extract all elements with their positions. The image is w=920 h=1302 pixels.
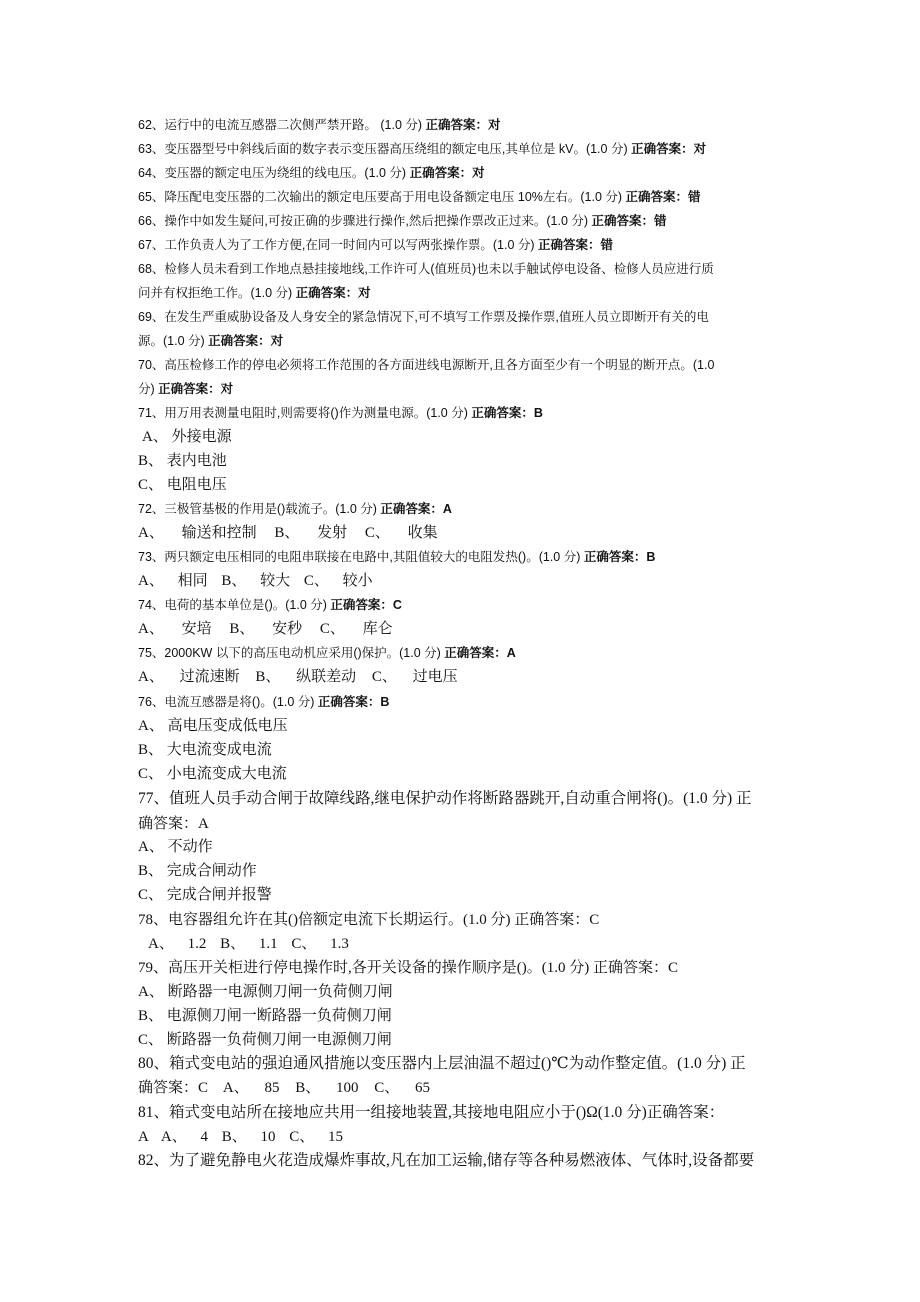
question-65: 65、降压配电变压器的二次输出的额定电压要高于用电设备额定电压 10%左右。(1.0 分) 正确答案：错	[138, 190, 701, 204]
q79-option-a: A、 断路器一电源侧刀闸一负荷侧刀闸	[138, 984, 393, 1000]
question-76: 76、电流互感器是将()。(1.0 分) 正确答案：B	[138, 695, 390, 709]
question-77-line1: 77、值班人员手动合闸于故障线路,继电保护动作将断路器跳开,自动重合闸将()。(1.0 分) 正	[138, 790, 752, 807]
answer-64: 正确答案：对	[409, 166, 485, 180]
q72-options: A、 输送和控制 B、 发射 C、 收集	[138, 525, 438, 541]
q77-option-c: C、 完成合闸并报警	[138, 887, 272, 903]
q78-options: A、 1.2 B、 1.1 C、 1.3	[148, 936, 349, 952]
question-73: 73、两只额定电压相同的电阻串联接在电路中,其阻值较大的电阻发热()。(1.0 分) 正确答案：B	[138, 550, 656, 564]
question-79: 79、高压开关柜进行停电操作时,各开关设备的操作顺序是()。(1.0 分) 正确答案：C	[138, 960, 678, 976]
question-74: 74、电荷的基本单位是()。(1.0 分) 正确答案：C	[138, 598, 402, 612]
question-67: 67、工作负责人为了工作方便,在同一时间内可以写两张操作票。(1.0 分) 正确答案：错	[138, 238, 614, 252]
answer-63: 正确答案：对	[631, 142, 707, 156]
q76-option-b: B、 大电流变成电流	[138, 742, 272, 758]
question-66: 66、操作中如发生疑问,可按正确的步骤进行操作,然后把操作票改正过来。(1.0 分) 正确答案：错	[138, 214, 667, 228]
answer-76: 正确答案：B	[317, 695, 390, 709]
question-63: 63、变压器型号中斜线后面的数字表示变压器高压绕组的额定电压,其单位是 kV。(1.0 分) 正确答案：对	[138, 142, 707, 156]
q75-options: A、 过流速断 B、 纵联差动 C、 过电压	[138, 669, 458, 685]
question-78: 78、电容器组允许在其()倍额定电流下长期运行。(1.0 分) 正确答案：C	[138, 912, 600, 928]
q71-option-c: C、 电阻电压	[138, 477, 227, 493]
q71-option-b: B、 表内电池	[138, 453, 227, 469]
question-68-line2: 问并有权拒绝工作。(1.0 分) 正确答案：对	[138, 286, 371, 300]
question-82-line1: 82、为了避免静电火花造成爆炸事故,凡在加工运输,储存等各种易燃液体、气体时,设备都要	[138, 1152, 755, 1169]
question-72: 72、三极管基极的作用是()载流子。(1.0 分) 正确答案：A	[138, 502, 452, 516]
answer-72: 正确答案：A	[380, 502, 452, 516]
answer-69: 正确答案：对	[208, 334, 284, 348]
q76-option-a: A、 高电压变成低电压	[138, 718, 288, 734]
q73-options: A、 相同 B、 较大 C、 较小	[138, 573, 373, 589]
question-64: 64、变压器的额定电压为绕组的线电压。(1.0 分) 正确答案：对	[138, 166, 485, 180]
answer-70: 正确答案：对	[158, 382, 234, 396]
q79-option-c: C、 断路器一负荷侧刀闸一电源侧刀闸	[138, 1032, 392, 1048]
question-69-line2: 源。(1.0 分) 正确答案：对	[138, 334, 284, 348]
answer-75: 正确答案：A	[444, 646, 516, 660]
question-80-line2: 确答案：C A、 85 B、 100 C、 65	[138, 1080, 431, 1096]
question-62: 62、运行中的电流互感器二次侧严禁开路。 (1.0 分) 正确答案：对	[138, 118, 501, 132]
question-80-line1: 80、箱式变电站的强迫通风措施以变压器内上层油温不超过()℃为动作整定值。(1.0 分) 正	[138, 1055, 746, 1072]
q77-option-b: B、 完成合闸动作	[138, 863, 257, 879]
q77-option-a: A、 不动作	[138, 839, 213, 855]
question-81-line1: 81、箱式变电站所在接地应共用一组接地装置,其接地电阻应小于()Ω(1.0 分)正确答案：	[138, 1104, 725, 1121]
q76-option-c: C、 小电流变成大电流	[138, 766, 287, 782]
question-70-line1: 70、高压检修工作的停电必须将工作范围的各方面进线电源断开,且各方面至少有一个明显的断开点。(1.0	[138, 358, 715, 372]
answer-65: 正确答案：错	[625, 190, 701, 204]
question-77-line2: 确答案：A	[138, 816, 209, 832]
q79-option-b: B、 电源侧刀闸一断路器一负荷侧刀闸	[138, 1008, 392, 1024]
answer-73: 正确答案：B	[583, 550, 656, 564]
answer-66: 正确答案：错	[591, 214, 667, 228]
answer-68: 正确答案：对	[295, 286, 371, 300]
answer-74: 正确答案：C	[330, 598, 402, 612]
question-71: 71、用万用表测量电阻时,则需要将()作为测量电源。(1.0 分) 正确答案：B	[138, 406, 543, 420]
answer-67: 正确答案：错	[538, 238, 614, 252]
q71-option-a: A、 外接电源	[142, 429, 232, 445]
question-70-line2: 分) 正确答案：对	[138, 382, 234, 396]
answer-71: 正确答案：B	[471, 406, 543, 420]
question-68-line1: 68、检修人员未看到工作地点悬挂接地线,工作许可人(值班员)也未以手触试停电设备、检修人员应进行质	[138, 262, 714, 276]
question-69-line1: 69、在发生严重威胁设备及人身安全的紧急情况下,可不填写工作票及操作票,值班人员立即断开有关的电	[138, 310, 709, 324]
question-75: 75、2000KW 以下的高压电动机应采用()保护。(1.0 分) 正确答案：A	[138, 646, 516, 660]
question-81-line2: A A、 4 B、 10 C、 15	[138, 1129, 344, 1145]
q74-options: A、 安培 B、 安秒 C、 库仑	[138, 621, 393, 637]
answer-62: 正确答案：对	[425, 118, 501, 132]
